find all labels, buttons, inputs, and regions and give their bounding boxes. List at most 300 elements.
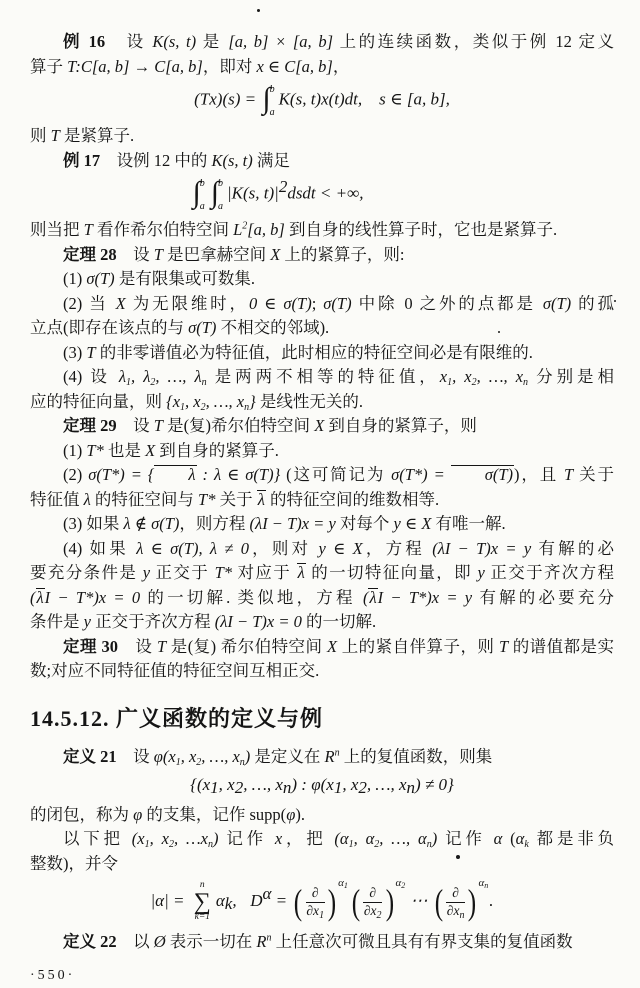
text-line (30, 512, 614, 537)
sup-script: α (262, 884, 272, 904)
text-run: 是 (196, 32, 229, 51)
page-number: ·550· (30, 968, 76, 984)
text-run: ， (332, 56, 350, 76)
integral-symbol (211, 178, 225, 211)
math-run: L (233, 220, 243, 239)
math-run: X (145, 440, 156, 460)
sub-script: 2 (150, 377, 156, 388)
sup-script: n (266, 932, 272, 944)
math-run: . (489, 890, 494, 910)
text-run: (4) 如果 (63, 538, 137, 558)
text-line (30, 463, 614, 488)
sub-script: 2 (200, 401, 206, 413)
math-run: , x (342, 775, 359, 795)
upper-limit: b (269, 84, 275, 95)
text-run: 的闭包，称为 (30, 804, 134, 824)
text-run: 定理 30 (63, 636, 119, 656)
math-run: T (50, 126, 60, 145)
overline-term: λ (154, 465, 196, 483)
sub-script: n (426, 839, 432, 851)
scan-speck (614, 300, 616, 302)
math-run: σ(T) (323, 293, 352, 313)
math-run: φ(x (153, 746, 176, 766)
text-run: 数;对应不同特征值的特征空间互相正交. (30, 661, 320, 680)
partial-derivative-factor (433, 876, 489, 922)
math-run: ( (362, 587, 369, 607)
open-paren: ( (294, 881, 303, 922)
text-run: (1) (63, 440, 87, 460)
math-run: , …x (173, 829, 208, 849)
text-run: ，则方程 (179, 514, 250, 533)
math-run: y (83, 612, 91, 631)
scan-speck (257, 9, 260, 12)
text-run: 的支集，记作 supp( (142, 804, 287, 824)
math-run: , …, x (205, 391, 245, 411)
text-run: 分别是相 (528, 367, 615, 386)
math-run: ) (212, 829, 219, 849)
text-run: 上的紧算子，则: (280, 244, 405, 264)
text-line (30, 218, 614, 243)
math-run: I − T*)x = 0 (44, 587, 141, 607)
text-run: 是(复)希尔伯特空间 (162, 416, 315, 435)
scan-speck (498, 331, 500, 333)
text-run: 到自身的线性算子时，它也是紧算子. (284, 220, 558, 239)
text-run: 应的特征向量，则 (30, 391, 167, 411)
math-run: λ (118, 367, 127, 386)
text-line (30, 586, 614, 611)
sup-script: 2 (278, 176, 288, 196)
sub-script: 1 (210, 778, 219, 798)
text-run: 上的连续函数，类似于例 12 定义 (333, 32, 615, 51)
integral-symbol (193, 178, 207, 211)
text-run: 是两两不相等的特征值， (206, 367, 440, 386)
math-run: T (153, 416, 163, 435)
text-run: 是紧算子. (59, 126, 135, 145)
math-run: : λ ∈ σ(T)} (196, 465, 281, 484)
text-line (30, 561, 614, 586)
text-run: 到自身的紧算子. (155, 440, 279, 460)
sub-script: 2 (374, 839, 380, 851)
text-run: (4) 设 (63, 367, 119, 386)
text-line (30, 745, 614, 770)
text-run: 定理 29 (63, 416, 117, 435)
upper-limit: b (199, 178, 205, 189)
text-run: 到自身的紧算子，则 (324, 416, 477, 435)
text-run: 以下把 (63, 829, 132, 849)
text-run: 例 17 (63, 150, 101, 170)
math-run: λ (83, 489, 91, 509)
exponent-index: n (484, 880, 489, 890)
math-run: φ (133, 804, 143, 824)
fraction-denominator: $\partial x_1$ (306, 902, 325, 921)
fraction-denominator: $\partial x_2$ (363, 902, 382, 921)
text-run: 的非零谱值必为特征值，此时相应的特征空间必是有限维的. (95, 342, 533, 362)
power-exponent: $\alpha_n$ (478, 876, 489, 890)
fraction-numerator: ∂ (306, 885, 325, 903)
math-run: ) : φ(x (291, 775, 334, 795)
math-run: s ∈ [a, b], (379, 89, 450, 109)
sub-script: 1 (180, 401, 186, 413)
sub-script: 2 (358, 778, 367, 798)
math-run: D (250, 890, 263, 910)
text-line (30, 488, 614, 513)
sub-script: n (523, 377, 529, 388)
text-line (30, 316, 614, 341)
math-run: ) (244, 746, 251, 766)
math-run: (λI − T)x = y (432, 538, 532, 558)
text-run: 的一切特征向量，即 (305, 563, 478, 582)
text-run: ，把 (282, 829, 335, 849)
integral-symbol (262, 84, 276, 117)
math-run: Ø (153, 931, 166, 951)
text-run: 正交于齐次方程 (90, 612, 215, 631)
text-run: 满足 (252, 150, 290, 170)
sub-script: k (224, 893, 233, 913)
math-run: [a, b] (247, 220, 285, 239)
fraction-numerator: ∂ (446, 885, 465, 903)
sub-script: 1 (144, 839, 150, 851)
fraction-numerator: ∂ (363, 885, 382, 903)
overline-term: λ (369, 587, 377, 607)
text-run: 设 (116, 416, 154, 435)
text-run: 也是 (103, 440, 146, 460)
text-run: 的一切解. (301, 612, 377, 631)
denominator-index: n (459, 909, 465, 921)
text-run: 为无限维时， (125, 293, 249, 313)
text-line (30, 124, 614, 149)
text-run: 是(复) 希尔伯特空间 (166, 636, 328, 656)
math-run: T* (198, 489, 216, 509)
math-run: dsdt < +∞, (287, 183, 364, 203)
text-run: 正交于 (150, 563, 215, 582)
power-exponent: $\alpha_1$ (338, 876, 348, 890)
sub-script: n (201, 377, 207, 388)
text-line (30, 30, 614, 55)
partial-derivative-factor (350, 876, 406, 922)
math-run: , x (218, 775, 235, 795)
text-run: 对应于 (232, 563, 297, 582)
text-run: (2) 当 (63, 293, 116, 313)
sub-script: 2 (234, 778, 244, 798)
math-run: σ(T) (86, 269, 115, 288)
math-run: {(x (190, 775, 211, 795)
sum-symbol (194, 881, 211, 923)
text-run: 是线性无关的. (255, 391, 363, 411)
open-paren: ( (434, 881, 443, 922)
text-run: ( (502, 829, 516, 849)
math-run: α (493, 829, 503, 849)
text-run: 看作希尔伯特空间 (92, 220, 234, 239)
text-run: ，即对 (202, 56, 257, 76)
math-run: σ(T) (542, 293, 572, 313)
text-run: 是巴拿赫空间 (162, 244, 271, 264)
text-run: 设 (116, 746, 154, 766)
text-run: 定理 28 (63, 244, 117, 264)
math-run: T* (214, 563, 233, 582)
text-run: (3) (63, 342, 87, 362)
sub-script: k (524, 839, 529, 851)
close-paren: ) (468, 881, 477, 922)
sub-script: 1 (447, 377, 453, 388)
overline-term: λ (36, 587, 44, 607)
integral-glyph: ∫ (210, 176, 219, 209)
math-run: y ∈ X (393, 514, 432, 533)
sub-script: 2 (168, 839, 174, 851)
math-run: |K(s, t)| (226, 183, 279, 203)
math-run: I − T*)x = y (377, 587, 473, 607)
math-run: T (83, 220, 93, 239)
formula-line (30, 876, 614, 923)
overline-term: λ (257, 489, 265, 509)
text-run: 有解的必 (531, 538, 615, 558)
sub-script: 1 (348, 839, 354, 851)
fraction (304, 885, 326, 920)
math-run: X (115, 293, 126, 313)
sub-script: n (282, 778, 292, 798)
overline-term: λ (297, 563, 305, 582)
math-run: ) ≠ 0} (415, 775, 454, 795)
text-run: (1) (63, 269, 87, 288)
math-run: 0 ∈ σ(T) (248, 293, 312, 313)
math-run: , …, x (243, 775, 283, 795)
text-run: 特征值 (30, 489, 84, 509)
partial-derivative-factor (292, 876, 348, 922)
text-run: 整数)，并令 (30, 853, 118, 873)
text-line (30, 537, 614, 562)
math-run: K(s, t)x(t)dt, (278, 89, 363, 109)
lower-limit: a (269, 107, 275, 118)
math-run: T (156, 636, 167, 656)
text-run: (2) (63, 465, 89, 484)
math-run: R (324, 746, 335, 766)
math-run: (α (334, 829, 349, 849)
text-run: 设例 12 中的 (100, 150, 212, 170)
text-line (30, 365, 614, 390)
text-run: (3) 如果 (63, 514, 124, 533)
formula-line (30, 774, 614, 798)
text-run: 关于 (215, 489, 257, 509)
sup-script: n (334, 747, 340, 759)
lower-limit: a (199, 201, 205, 212)
math-run: , α (353, 829, 375, 849)
power-exponent: $\alpha_2$ (395, 876, 406, 890)
text-line (30, 390, 614, 415)
math-run: x (274, 829, 283, 849)
integral-glyph: ∫ (262, 82, 271, 115)
text-run: 不相交的邻域). (216, 318, 330, 337)
overline-term: σ(T) (451, 465, 514, 483)
text-run: 算子 (30, 56, 68, 76)
text-run: 对每个 (335, 514, 394, 533)
math-run: T (498, 636, 509, 656)
math-run: ⋯ (406, 890, 432, 910)
math-run: = (271, 890, 292, 910)
denominator-index: 2 (376, 909, 382, 921)
text-run: 正交于齐次方程 (484, 563, 615, 582)
fraction-denominator: $\partial x_n$ (446, 902, 465, 921)
text-run: 则当把 (30, 220, 84, 239)
math-run: , λ (131, 367, 151, 386)
math-run: K(s, t) (152, 32, 197, 51)
open-paren: ( (351, 881, 361, 922)
text-run: 的特征空间的维数相等. (265, 489, 440, 509)
sub-script: 1 (333, 778, 343, 798)
math-run: T (564, 465, 574, 484)
text-line (30, 55, 614, 80)
section-heading (30, 706, 614, 732)
text-line (30, 341, 614, 366)
text-run: )，且 (514, 465, 565, 484)
sum-upper: n (199, 880, 205, 891)
math-run: y (142, 563, 151, 582)
text-run: ; (311, 293, 324, 313)
formula-line (0, 178, 569, 211)
math-run: (λI − T)x = 0 (214, 612, 302, 631)
math-run: x (439, 367, 448, 386)
text-run: 以 (116, 931, 154, 951)
sub-script: 2 (196, 756, 202, 768)
sub-script: n (244, 401, 250, 413)
text-run: 记作 (437, 829, 494, 849)
text-run: 的谱值都是实 (508, 636, 615, 656)
text-run: 有解的必要充分 (472, 587, 615, 607)
math-run: {x (166, 391, 181, 411)
math-run: α (215, 890, 225, 910)
exponent-index: 2 (401, 880, 406, 890)
math-run: (x (131, 829, 145, 849)
math-run: y ∈ X (318, 538, 363, 558)
text-run: 14.5.12. 广义函数的定义与例 (30, 705, 324, 731)
math-run: [a, b] × [a, b] (228, 32, 333, 51)
text-line (30, 610, 614, 635)
text-run: 是有限集或可数集. (114, 269, 255, 288)
integral-limits (200, 179, 205, 212)
page-content (30, 30, 614, 954)
integral-glyph: ∫ (192, 176, 201, 209)
text-run: 要充分条件是 (30, 563, 143, 582)
text-line (30, 267, 614, 292)
math-run: α (515, 829, 525, 849)
text-run: 例 16 (63, 32, 106, 51)
math-run: x ∈ C[a, b] (256, 56, 333, 76)
close-paren: ) (327, 881, 337, 922)
text-line (30, 414, 614, 439)
math-run: , x (185, 391, 201, 411)
sup-script: 2 (242, 220, 248, 232)
math-run: φ (286, 804, 296, 824)
math-run: T:C[a, b] → C[a, b] (67, 56, 203, 76)
text-run: 设 (118, 636, 157, 656)
math-run: , …, α (379, 829, 427, 849)
text-line (30, 659, 614, 684)
sub-script: n (239, 756, 245, 768)
text-run: 上的紧自伴算子，则 (337, 636, 499, 656)
fraction (362, 885, 384, 920)
text-line (30, 803, 614, 828)
sigma-glyph: ∑ (193, 888, 211, 915)
math-run: σ(T) (188, 318, 217, 337)
text-run: (这可简记为 (280, 465, 392, 484)
math-run: X (270, 244, 281, 264)
formula-line (30, 84, 614, 117)
text-run: 上任意次可微且具有有界支集的复值函数 (271, 931, 573, 951)
math-run: σ(T*) = (391, 465, 451, 484)
sub-script: 2 (471, 377, 477, 388)
text-run: 表示一切在 (165, 931, 257, 951)
text-run: 定义 21 (63, 746, 117, 766)
text-run: 立点(即存在该点的与 (30, 318, 189, 337)
text-run: ). (295, 804, 305, 824)
math-run: ( (30, 587, 36, 607)
math-run: λ ∈ σ(T), λ ≠ 0 (136, 538, 249, 558)
math-run: } (249, 391, 256, 411)
math-run: T* (86, 440, 104, 460)
text-line (30, 852, 614, 877)
text-line (30, 439, 614, 464)
sub-script: n (406, 778, 416, 798)
math-run: , …, x (476, 367, 524, 386)
text-run: 的一切解. 类似地，方程 (140, 587, 363, 607)
text-run: 则 (30, 126, 51, 145)
math-run: ) (431, 829, 438, 849)
math-run: , (232, 890, 237, 910)
math-run: T (86, 342, 96, 362)
upper-limit: b (217, 178, 223, 189)
exponent-index: 1 (343, 880, 348, 890)
math-run: y (477, 563, 485, 582)
math-run: λ ∉ σ(T) (123, 514, 180, 533)
math-run: , x (180, 746, 197, 766)
text-run: ，方程 (362, 538, 433, 558)
text-line (30, 930, 614, 955)
text-run: 记作 (218, 829, 275, 849)
text-run: 中除 0 之外的点都是 (351, 293, 543, 313)
math-run: T (153, 244, 163, 264)
math-run: , x (149, 829, 169, 849)
integral-limits (270, 85, 275, 118)
math-run: σ(T*) = { (88, 465, 155, 484)
text-run: 条件是 (30, 612, 84, 631)
text-run: 上的复值函数，则集 (339, 746, 493, 766)
scan-speck (456, 855, 460, 859)
sub-script: 1 (126, 377, 132, 388)
math-run: X (314, 416, 325, 435)
integral-limits (218, 179, 223, 212)
text-run: 的孤 (571, 293, 615, 313)
sub-script: n (207, 839, 213, 851)
text-line (30, 827, 614, 852)
text-line (30, 292, 614, 317)
text-run: 关于 (573, 465, 614, 484)
text-line (30, 149, 614, 174)
math-run: , x (452, 367, 472, 386)
text-run: 有唯一解. (431, 514, 506, 533)
text-run: 设 (105, 32, 153, 51)
math-run: (Tx)(s) = (194, 89, 261, 109)
fraction (445, 885, 467, 920)
denominator-index: 1 (319, 909, 325, 921)
math-run: K(s, t) (211, 150, 253, 170)
close-paren: ) (385, 881, 394, 922)
text-run: 都是非负 (528, 829, 615, 849)
math-run: (λI − T)x = y (249, 514, 336, 533)
text-run: 设 (116, 244, 154, 264)
text-run: 定义 22 (63, 931, 117, 951)
math-run: , …, λ (155, 367, 202, 386)
math-run: |α| = (150, 890, 189, 910)
lower-limit: a (217, 201, 223, 212)
sum-lower: k=1 (194, 912, 210, 923)
